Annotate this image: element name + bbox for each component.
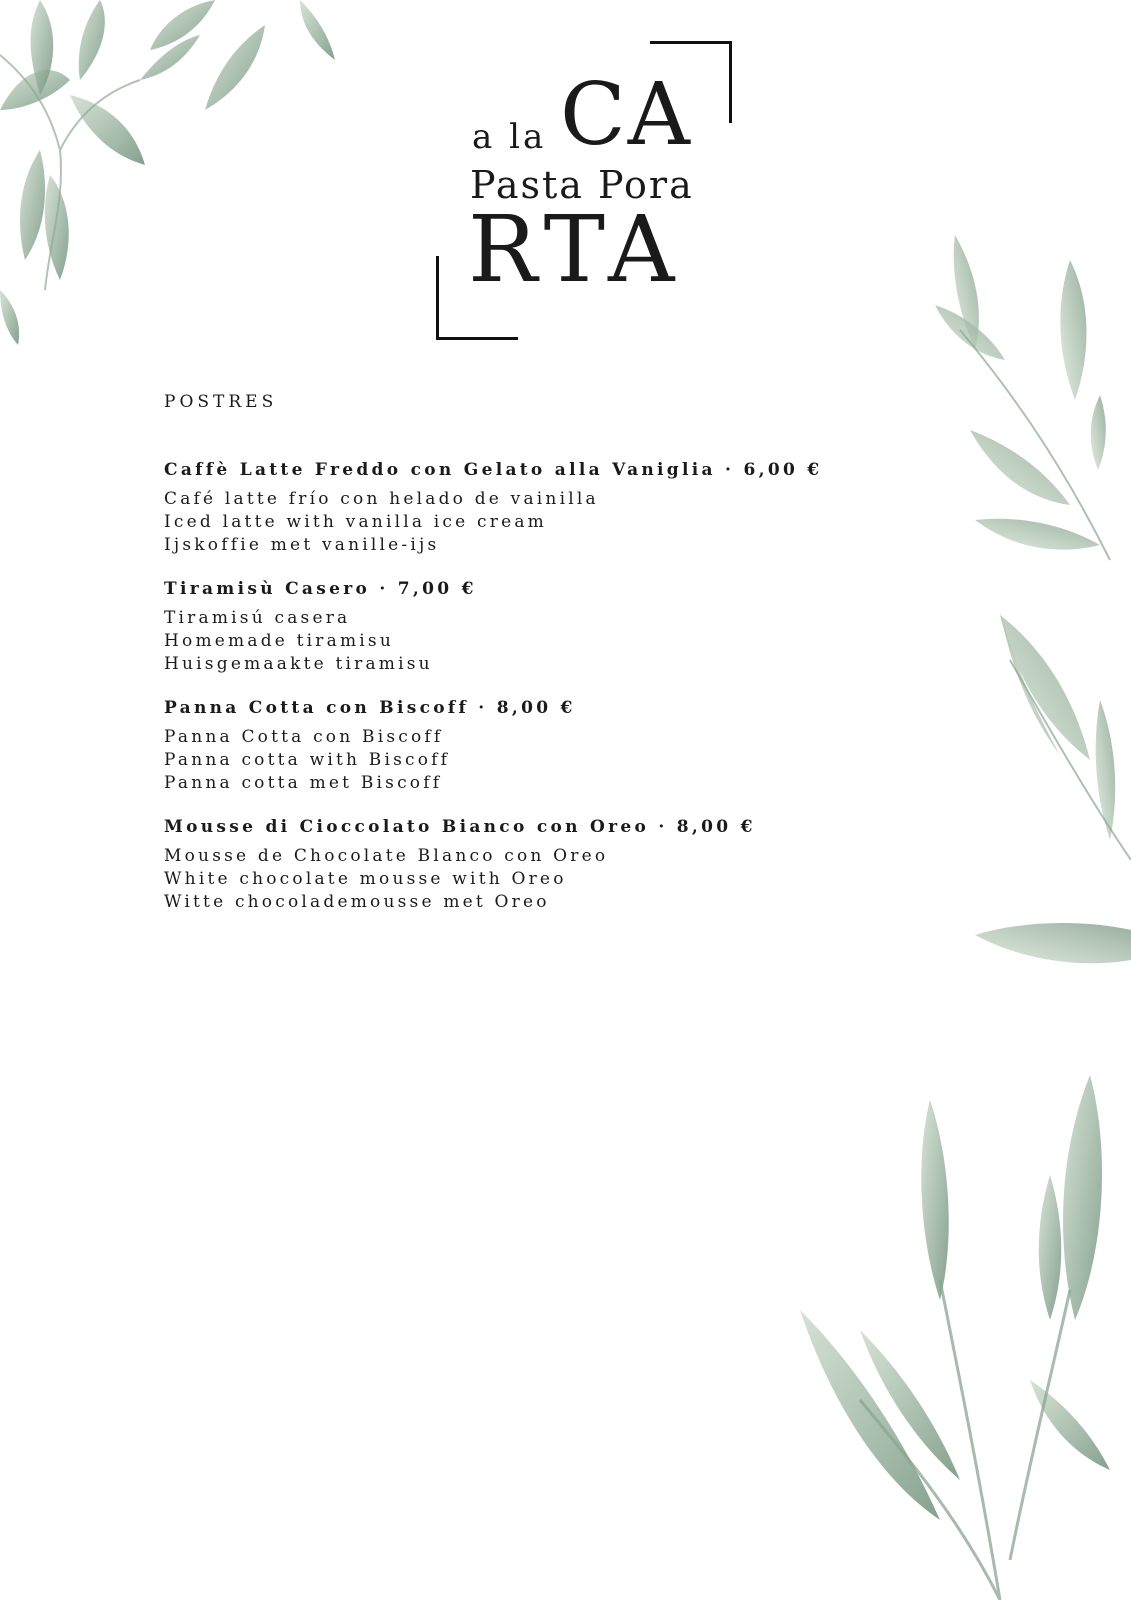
menu-item-desc-es: Café latte frío con helado de vainilla <box>164 489 599 509</box>
menu-item-desc-nl: Witte chocolademousse met Oreo <box>164 892 550 912</box>
menu-item <box>164 817 984 914</box>
menu-item-desc-es: Mousse de Chocolate Blanco con Oreo <box>164 846 609 866</box>
menu-item-desc-es: Tiramisú casera <box>164 608 351 628</box>
logo-text-rta: RTA <box>468 196 683 303</box>
menu-item-desc-en: Panna cotta with Biscoff <box>164 750 451 770</box>
leaf-cluster-bottom-right <box>800 1075 1110 1520</box>
leaf-stems-top-left <box>0 55 140 290</box>
menu-item <box>164 460 984 557</box>
menu-item-title: Panna Cotta con Biscoff · 8,00 € <box>164 698 576 718</box>
menu-item-title: Mousse di Cioccolato Bianco con Oreo · 8,00 € <box>164 817 756 837</box>
leaf-cluster-top-left <box>0 0 335 345</box>
menu-item-title: Caffè Latte Freddo con Gelato alla Vaniglia · 6,00 € <box>164 460 823 480</box>
menu-item-desc-es: Panna Cotta con Biscoff <box>164 727 444 747</box>
logo-text-ca: CA <box>560 65 692 165</box>
menu-item <box>164 579 984 676</box>
menu-item-desc-en: White chocolate mousse with Oreo <box>164 869 567 889</box>
brand-logo <box>430 38 740 348</box>
menu-item-desc-en: Iced latte with vanilla ice cream <box>164 512 547 532</box>
menu-item <box>164 698 984 795</box>
menu-item-desc-nl: Huisgemaakte tiramisu <box>164 654 433 674</box>
menu-item-desc-nl: Panna cotta met Biscoff <box>164 773 443 793</box>
leaf-stems-bottom-right <box>860 1280 1070 1600</box>
menu-item-desc-en: Homemade tiramisu <box>164 631 395 651</box>
menu-item-desc-nl: Ijskoffie met vanille-ijs <box>164 535 440 555</box>
menu-item-title: Tiramisù Casero · 7,00 € <box>164 579 477 599</box>
logo-text-subtitle: Pasta Pora <box>470 163 694 207</box>
leaf-stems-right <box>960 330 1131 860</box>
section-title: POSTRES <box>164 392 278 412</box>
logo-text-a-la: a la <box>472 117 547 157</box>
menu-list <box>164 460 984 936</box>
